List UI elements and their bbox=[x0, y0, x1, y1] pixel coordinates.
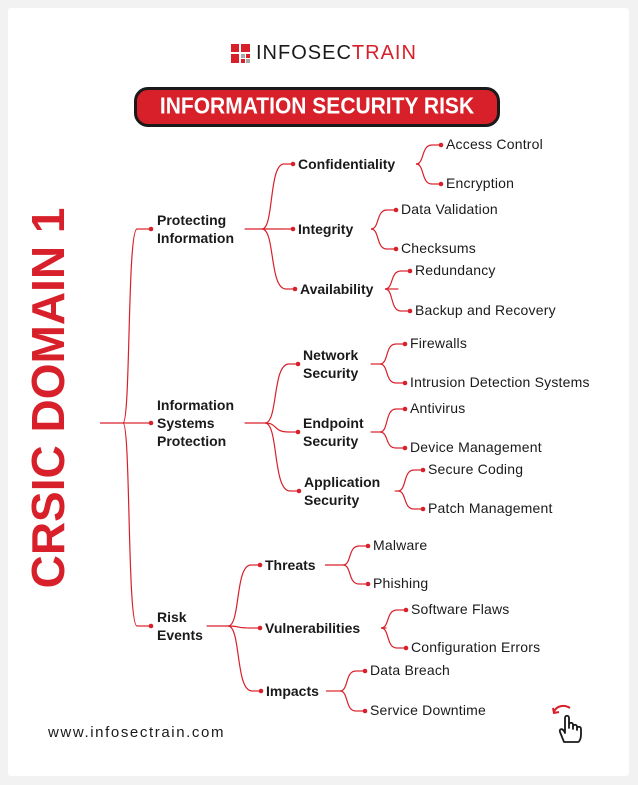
connector-dot bbox=[408, 269, 413, 274]
branch-l2-2-1-line: Security bbox=[303, 365, 359, 381]
connector-dot bbox=[421, 507, 426, 512]
leaf-1-3-1: Redundancy bbox=[415, 262, 496, 278]
connector-dot bbox=[439, 182, 444, 187]
connector-dot bbox=[403, 342, 408, 347]
hand-pointer-icon bbox=[550, 702, 590, 746]
leaf-1-1-1: Access Control bbox=[446, 136, 543, 152]
leaf-3-2-1: Software Flaws bbox=[411, 601, 510, 617]
connector-dot bbox=[403, 407, 408, 412]
connector-dot bbox=[291, 162, 296, 167]
branch-l2-3-3-line: Impacts bbox=[266, 683, 319, 699]
leaf-2-3-2: Patch Management bbox=[428, 500, 553, 516]
branch-l2-2-1-line: Network bbox=[303, 347, 359, 363]
connector-line bbox=[262, 164, 284, 229]
leaf-2-2-1: Antivirus bbox=[410, 400, 466, 416]
branch-l1-1-line: Information bbox=[157, 230, 234, 246]
connector-dot bbox=[296, 362, 301, 367]
connector-line bbox=[123, 423, 137, 626]
connector-dot bbox=[296, 430, 301, 435]
branch-l2-2-2-line: Security bbox=[303, 433, 359, 449]
connector-dot bbox=[149, 227, 154, 232]
branch-l2-1-1 bbox=[298, 155, 395, 173]
branch-l1-2-line: Information bbox=[157, 397, 234, 413]
connector-line bbox=[398, 491, 414, 509]
branch-l2-3-2 bbox=[265, 619, 360, 637]
connector-line bbox=[371, 210, 387, 229]
leaf-3-1-1: Malware bbox=[373, 537, 428, 553]
connector-line bbox=[265, 423, 290, 491]
leaf-3-3-1: Data Breach bbox=[370, 662, 451, 678]
connector-line bbox=[380, 364, 396, 383]
connector-line bbox=[371, 229, 387, 249]
connector-line bbox=[380, 432, 396, 448]
connector-line bbox=[385, 289, 401, 311]
connector-line bbox=[381, 628, 397, 648]
branch-l2-1-1-line: Confidentiality bbox=[298, 156, 396, 172]
branch-l1-2-line: Protection bbox=[157, 433, 227, 449]
connector-dot bbox=[404, 608, 409, 613]
connector-dot bbox=[291, 227, 296, 232]
brand-name-part2: TRAIN bbox=[351, 42, 417, 64]
leaf-3-1-2: Phishing bbox=[373, 575, 429, 591]
side-title: CRSIC DOMAIN 1 bbox=[22, 207, 74, 589]
branch-l1-1-line: Protecting bbox=[157, 212, 227, 228]
connector-line bbox=[380, 344, 396, 364]
connector-line bbox=[416, 164, 432, 184]
branch-l1-2-line: Systems bbox=[157, 415, 215, 431]
connector-dot bbox=[149, 624, 154, 629]
connector-line bbox=[262, 229, 286, 289]
connector-line bbox=[343, 546, 359, 565]
branch-l2-2-1 bbox=[303, 346, 358, 382]
branch-l2-3-2-line: Vulnerabilities bbox=[265, 620, 361, 636]
website-url: www.infosectrain.com bbox=[48, 724, 226, 741]
connector-dot bbox=[259, 689, 264, 694]
leaf-1-1-2: Encryption bbox=[446, 175, 515, 191]
connector-dot bbox=[403, 381, 408, 386]
leaf-3-2-2: Configuration Errors bbox=[411, 639, 541, 655]
branch-l1-3-line: Events bbox=[157, 627, 203, 643]
branch-l1-1 bbox=[157, 211, 234, 247]
branch-l1-3-line: Risk bbox=[157, 609, 187, 625]
connector-line bbox=[340, 671, 356, 691]
connector-line bbox=[123, 229, 137, 423]
connector-line bbox=[228, 565, 251, 626]
connector-line bbox=[265, 364, 289, 423]
leaf-2-3-1: Secure Coding bbox=[428, 461, 524, 477]
branch-l2-2-3-line: Application bbox=[304, 474, 381, 490]
branch-l2-3-1 bbox=[265, 556, 316, 574]
connector-line bbox=[416, 145, 432, 164]
connector-dot bbox=[363, 709, 368, 714]
connector-line bbox=[228, 626, 252, 691]
branch-l2-3-3 bbox=[266, 682, 319, 700]
branch-l2-2-2-line: Endpoint bbox=[303, 415, 364, 431]
connector-dot bbox=[439, 143, 444, 148]
connector-dot bbox=[394, 208, 399, 213]
connector-dot bbox=[404, 646, 409, 651]
branch-l2-2-3-line: Security bbox=[304, 492, 360, 508]
branch-l2-2-2 bbox=[303, 414, 364, 450]
branch-l2-1-3 bbox=[300, 280, 373, 298]
connector-dot bbox=[258, 563, 263, 568]
branch-l2-1-2 bbox=[298, 220, 353, 238]
brand-name-part1: INFOSEC bbox=[256, 42, 352, 64]
connector-dot bbox=[297, 489, 302, 494]
branch-l1-2 bbox=[157, 396, 234, 450]
branch-l2-1-2-line: Integrity bbox=[298, 221, 354, 237]
branch-l2-3-1-line: Threats bbox=[265, 557, 316, 573]
connector-dot bbox=[366, 582, 371, 587]
connector-dot bbox=[149, 421, 154, 426]
connector-dot bbox=[363, 669, 368, 674]
leaf-2-1-1: Firewalls bbox=[410, 335, 468, 351]
connector-line bbox=[343, 565, 359, 584]
connector-dot bbox=[421, 468, 426, 473]
leaf-2-2-2: Device Management bbox=[410, 439, 542, 455]
connector-dot bbox=[403, 446, 408, 451]
branch-l2-1-3-line: Availability bbox=[300, 281, 374, 297]
branch-l1-3 bbox=[157, 608, 203, 644]
branch-l2-2-3 bbox=[304, 473, 380, 509]
connector-dot bbox=[394, 247, 399, 252]
connector-dot bbox=[258, 626, 263, 631]
leaf-1-2-1: Data Validation bbox=[401, 201, 498, 217]
connector-line bbox=[340, 691, 356, 711]
connector-dot bbox=[366, 544, 371, 549]
connector-dot bbox=[408, 309, 413, 314]
connector-line bbox=[380, 409, 396, 432]
leaf-1-3-2: Backup and Recovery bbox=[415, 302, 556, 318]
connector-line bbox=[385, 271, 401, 289]
leaf-1-2-2: Checksums bbox=[401, 240, 476, 256]
connector-line bbox=[381, 610, 397, 628]
page-title: INFORMATION SECURITY RISK bbox=[159, 93, 475, 120]
leaf-2-1-2: Intrusion Detection Systems bbox=[410, 374, 590, 390]
connector-dot bbox=[293, 287, 298, 292]
connector-line bbox=[398, 470, 414, 491]
leaf-3-3-2: Service Downtime bbox=[370, 702, 487, 718]
